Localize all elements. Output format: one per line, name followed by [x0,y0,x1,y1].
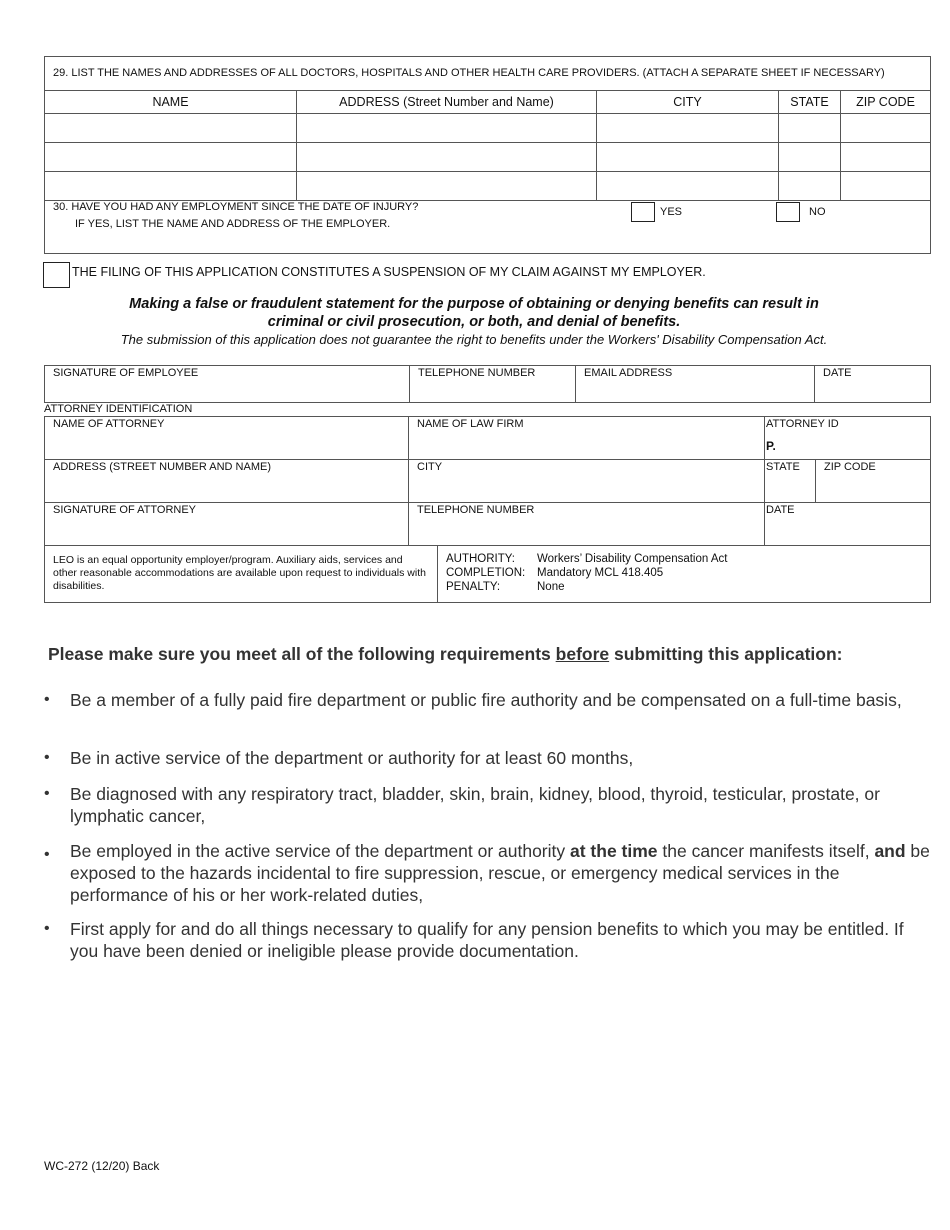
fraud-warning-line2: criminal or civil prosecution, or both, and denial of benefits. [267,314,681,330]
provider-city-field[interactable] [597,143,779,172]
header-address: ADDRESS (Street Number and Name) [297,91,597,114]
employee-telephone-label: TELEPHONE NUMBER [418,367,536,379]
provider-state-field[interactable] [779,172,841,201]
suspension-checkbox[interactable] [43,262,70,288]
penalty-value: None [537,581,565,593]
provider-row [45,172,931,201]
bullet-icon: • [44,846,50,863]
attorney-address-label: ADDRESS (STREET NUMBER AND NAME) [53,461,271,473]
requirement-text-part: be exposed to the hazards incidental to fire suppression, rescue, or emergency medical services in the performance of his or her work-related duties, [70,841,930,905]
requirement-text-part: the cancer manifests itself, [657,841,875,861]
provider-address-field[interactable] [297,143,597,172]
attorney-telephone-label: TELEPHONE NUMBER [417,504,535,516]
provider-zip-field[interactable] [841,172,931,201]
provider-city-field[interactable] [597,114,779,143]
employee-signature-label: SIGNATURE OF EMPLOYEE [53,367,199,379]
attorney-signature-label: SIGNATURE OF ATTORNEY [53,504,197,516]
provider-city-field[interactable] [597,172,779,201]
question-30 [45,201,931,254]
no-checkbox[interactable] [776,202,800,222]
leo-table [44,545,931,603]
requirement-text: Be a member of a fully paid fire department or public fire authority and be compensated on a full-time basis, [70,690,902,710]
provider-zip-field[interactable] [841,143,931,172]
requirement-text-bold: and [874,841,906,861]
attorney-city-label: CITY [417,461,443,473]
employee-email-field[interactable] [576,366,815,403]
leo-statement: LEO is an equal opportunity employer/program. Auxiliary aids, services and other reasonable accommodations are available upon request to individuals with disabilities. [45,546,438,603]
provider-address-field[interactable] [297,172,597,201]
requirements-title [48,644,842,665]
header-name: NAME [45,91,297,114]
yes-label: YES [660,206,683,218]
provider-state-field[interactable] [779,114,841,143]
requirement-text [70,840,930,906]
requirement-text: Be diagnosed with any respiratory tract, bladder, skin, brain, kidney, blood, thyroid, testicular, prostate, or lymphatic cancer, [70,784,880,826]
form-footer: WC-272 (12/20) Back [44,1159,160,1173]
attorney-state-field[interactable] [765,460,816,503]
attorney-zip-field[interactable] [816,460,931,503]
requirement-text: Be in active service of the department or authority for at least 60 months, [70,748,634,768]
bullet-icon: • [44,749,50,766]
provider-name-field[interactable] [45,172,297,201]
authority-value: Workers’ Disability Compensation Act [537,553,728,565]
law-firm-field[interactable] [409,417,765,460]
completion-key: COMPLETION: [446,567,526,579]
requirements-title-underlined: before [555,644,610,664]
attorney-id-prefix: P. [766,439,776,453]
attorney-date-field[interactable] [765,503,931,546]
question-30-line1: 30. HAVE YOU HAD ANY EMPLOYMENT SINCE THE DATE OF INJURY? [53,201,419,213]
authority-row [446,552,922,566]
authority-key: AUTHORITY: [446,553,516,565]
provider-state-field[interactable] [779,143,841,172]
employee-signature-field[interactable] [45,366,410,403]
requirement-text-bold: at the time [570,841,658,861]
employee-date-label: DATE [823,367,852,379]
provider-name-field[interactable] [45,143,297,172]
bullet-icon: • [44,920,50,937]
provider-name-field[interactable] [45,114,297,143]
attorney-name-label: NAME OF ATTORNEY [53,418,165,430]
attorney-name-field[interactable] [45,417,409,460]
benefits-notice: The submission of this application does not guarantee the right to benefits under the Workers' Disability Compensation Act. [120,332,828,347]
attorney-telephone-field[interactable] [409,503,765,546]
employee-telephone-field[interactable] [410,366,576,403]
attorney-state-label: STATE [766,461,800,473]
provider-row [45,143,931,172]
completion-value: Mandatory MCL 418.405 [537,567,664,579]
header-state: STATE [779,91,841,114]
penalty-row [446,580,922,594]
completion-row [446,566,922,580]
yes-checkbox[interactable] [631,202,655,222]
question-30-line2: IF YES, LIST THE NAME AND ADDRESS OF THE EMPLOYER. [75,218,391,230]
bullet-icon: • [44,691,50,708]
provider-row [45,114,931,143]
provider-zip-field[interactable] [841,114,931,143]
authority-block [438,546,931,603]
header-city: CITY [597,91,779,114]
attorney-zip-label: ZIP CODE [824,461,876,473]
employee-signature-table [44,365,931,403]
bullet-icon: • [44,785,50,802]
header-zip: ZIP CODE [841,91,931,114]
law-firm-label: NAME OF LAW FIRM [417,418,524,430]
fraud-warning-line1: Making a false or fraudulent statement for the purpose of obtaining or denying benefits can result in [129,296,819,312]
requirement-text: First apply for and do all things necessary to qualify for any pension benefits to which you may be entitled. If you have been denied or ineligible please provide documentation. [70,919,904,961]
penalty-key: PENALTY: [446,581,501,593]
requirement-text-part: Be employed in the active service of the department or authority [70,841,570,861]
requirements-title-post: submitting this application: [609,644,843,664]
requirements-title-pre: Please make sure you meet all of the following requirements [48,644,556,664]
attorney-signature-field[interactable] [45,503,409,546]
no-label: NO [809,206,826,218]
attorney-address-field[interactable] [45,460,409,503]
employee-email-label: EMAIL ADDRESS [584,367,673,379]
employee-date-field[interactable] [815,366,931,403]
attorney-id-label: ATTORNEY ID [766,418,839,430]
provider-address-field[interactable] [297,114,597,143]
attorney-city-field[interactable] [409,460,765,503]
attorney-table [44,416,931,546]
providers-table [44,56,931,254]
suspension-text: THE FILING OF THIS APPLICATION CONSTITUTES A SUSPENSION OF MY CLAIM AGAINST MY EMPLOYER. [72,265,706,279]
attorney-identification-label: ATTORNEY IDENTIFICATION [44,403,193,415]
attorney-date-label: DATE [766,504,795,516]
attorney-id-field[interactable] [765,417,931,460]
question-29: 29. LIST THE NAMES AND ADDRESSES OF ALL DOCTORS, HOSPITALS AND OTHER HEALTH CARE PROVIDERS. (ATTACH A SEPARATE SHEET IF NECESSARY) [45,57,931,91]
